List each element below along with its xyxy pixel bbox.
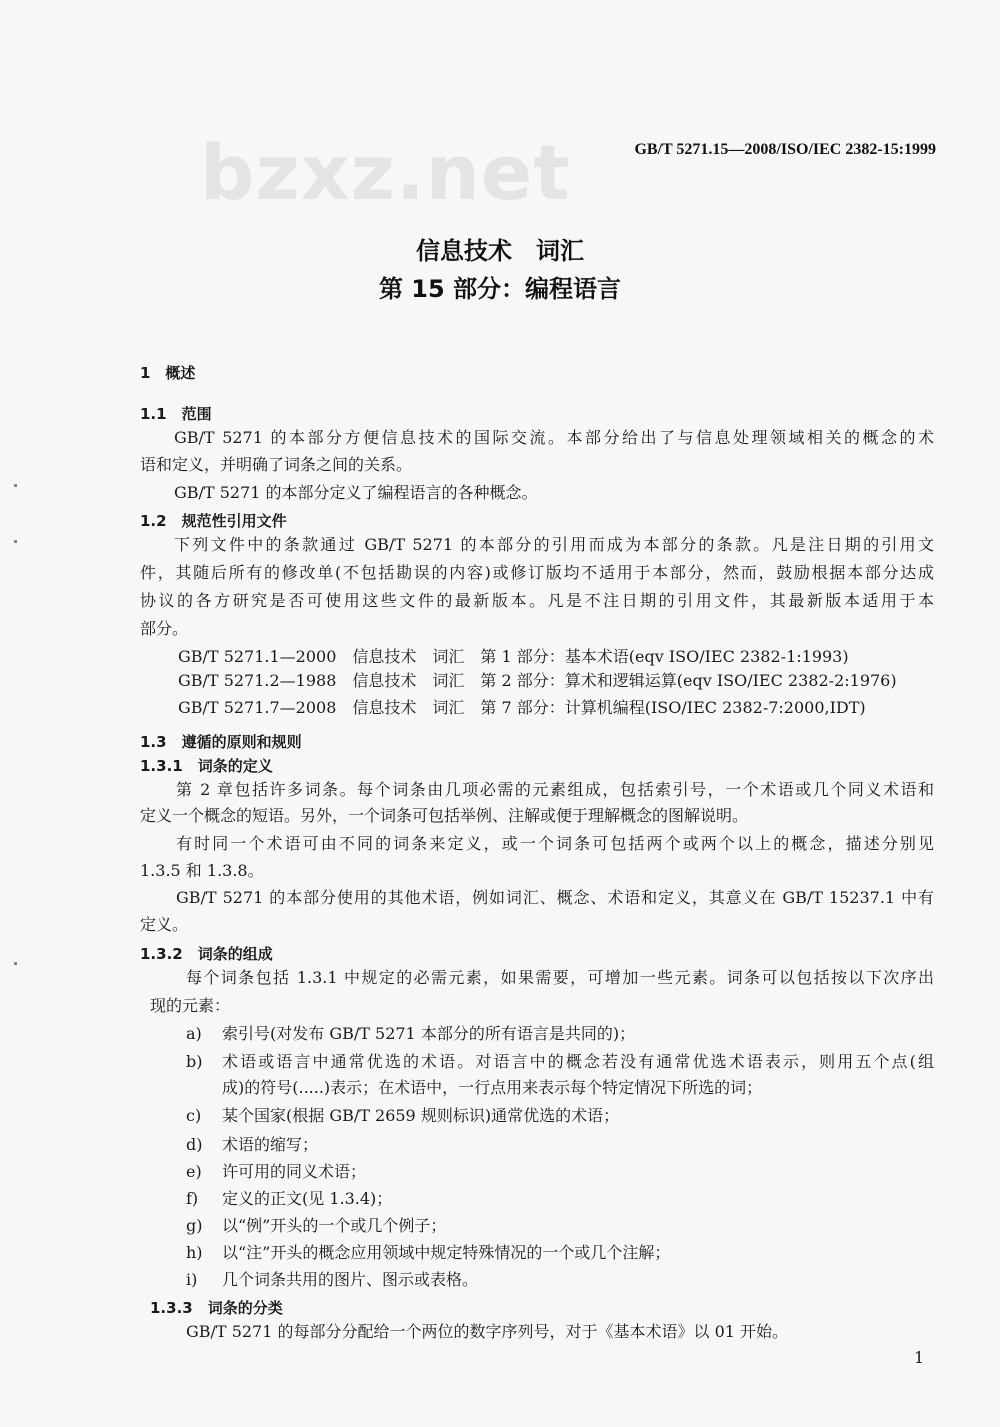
paragraph-line: GB/T 5271 的本部分使用的其他术语，例如词汇、概念、术语和定义，其意义在 GB/T 15237.1 中有	[176, 888, 934, 907]
list-label: f)	[186, 1189, 199, 1208]
document-subtitle: 第 15 部分：编程语言	[378, 275, 622, 303]
section-heading-1-3-2: 1.3.2 词条的组成	[140, 945, 273, 963]
list-item: 某个国家(根据 GB/T 2659 规则标识)通常优选的术语；	[222, 1106, 620, 1125]
standard-code: GB/T 5271.15—2008/ISO/IEC 2382-15:1999	[634, 141, 936, 158]
section-heading-1-3: 1.3 遵循的原则和规则	[140, 733, 302, 751]
scan-speck	[14, 962, 17, 965]
paragraph-line: 语和定义，并明确了词条之间的关系。	[140, 455, 413, 474]
list-item: 以“注”开头的概念应用领域中规定特殊情况的一个或几个注解；	[222, 1243, 671, 1262]
section-heading-1-1: 1.1 范围	[140, 405, 212, 423]
list-label: g)	[186, 1216, 203, 1235]
list-item: 许可用的同义术语；	[222, 1162, 367, 1181]
section-heading-1-2: 1.2 规范性引用文件	[140, 512, 287, 530]
paragraph-line: 协议的各方研究是否可使用这些文件的最新版本。凡是不注日期的引用文件，其最新版本适用于本	[140, 591, 934, 610]
document-title: 信息技术 词汇	[416, 237, 584, 265]
list-label: b)	[186, 1052, 203, 1071]
paragraph-line: 部分。	[140, 619, 189, 638]
list-item: 术语或语言中通常优选的术语。对语言中的概念若没有通常优选术语表示，则用五个点(组	[222, 1052, 934, 1071]
paragraph-line: GB/T 5271 的本部分方便信息技术的国际交流。本部分给出了与信息处理领域相关的概念的术	[174, 428, 934, 447]
paragraph-line: 有时同一个术语可由不同的词条来定义，或一个词条可包括两个或两个以上的概念，描述分别见	[176, 834, 934, 853]
section-heading-1-3-1: 1.3.1 词条的定义	[140, 757, 273, 775]
list-label: a)	[186, 1024, 202, 1043]
list-label: d)	[186, 1135, 203, 1154]
list-item-continuation: 成)的符号(.....)表示；在术语中，一行点用来表示每个特定情况下所选的词；	[222, 1078, 763, 1097]
reference-item: GB/T 5271.1—2000 信息技术 词汇 第 1 部分：基本术语(eqv ISO/IEC 2382-1:1993)	[178, 647, 849, 666]
paragraph-line: GB/T 5271 的本部分定义了编程语言的各种概念。	[174, 483, 538, 502]
paragraph-line: GB/T 5271 的每部分分配给一个两位的数字序列号，对于《基本术语》以 01 开始。	[186, 1322, 789, 1341]
paragraph-line: 定义。	[140, 915, 189, 934]
reference-item: GB/T 5271.7—2008 信息技术 词汇 第 7 部分：计算机编程(ISO/IEC 2382-7:2000,IDT)	[178, 698, 866, 717]
list-item: 几个词条共用的图片、图示或表格。	[222, 1270, 479, 1289]
section-heading-1-3-3: 1.3.3 词条的分类	[150, 1299, 283, 1317]
list-item: 索引号(对发布 GB/T 5271 本部分的所有语言是共同的)；	[222, 1024, 636, 1043]
list-label: c)	[186, 1106, 202, 1125]
list-label: h)	[186, 1243, 203, 1262]
section-heading-1: 1 概述	[140, 364, 196, 382]
watermark: bzxz.net	[200, 128, 571, 217]
page-number: 1	[914, 1348, 925, 1367]
reference-item: GB/T 5271.2—1988 信息技术 词汇 第 2 部分：算术和逻辑运算(eqv ISO/IEC 2382-2:1976)	[178, 671, 897, 690]
scan-speck	[14, 540, 17, 543]
paragraph-line: 每个词条包括 1.3.1 中规定的必需元素，如果需要，可增加一些元素。词条可以包括按以下次序出	[186, 968, 934, 987]
paragraph-line: 现的元素：	[150, 996, 231, 1015]
list-item: 术语的缩写；	[222, 1135, 319, 1154]
paragraph-line: 件，其随后所有的修改单(不包括勘误的内容)或修订版均不适用于本部分，然而，鼓励根据本部分达成	[140, 563, 934, 582]
paragraph-line: 第 2 章包括许多词条。每个词条由几项必需的元素组成，包括索引号，一个术语或几个同义术语和	[176, 780, 934, 799]
list-item: 以“例”开头的一个或几个例子；	[222, 1216, 447, 1235]
scan-speck	[14, 484, 17, 487]
list-label: i)	[186, 1270, 198, 1289]
paragraph-line: 下列文件中的条款通过 GB/T 5271 的本部分的引用而成为本部分的条款。凡是注日期的引用文	[174, 535, 934, 554]
paragraph-line: 1.3.5 和 1.3.8。	[140, 861, 264, 880]
paragraph-line: 定义一个概念的短语。另外，一个词条可包括举例、注解或便于理解概念的图解说明。	[140, 806, 749, 825]
list-label: e)	[186, 1162, 202, 1181]
list-item: 定义的正文(见 1.3.4)；	[222, 1189, 393, 1208]
